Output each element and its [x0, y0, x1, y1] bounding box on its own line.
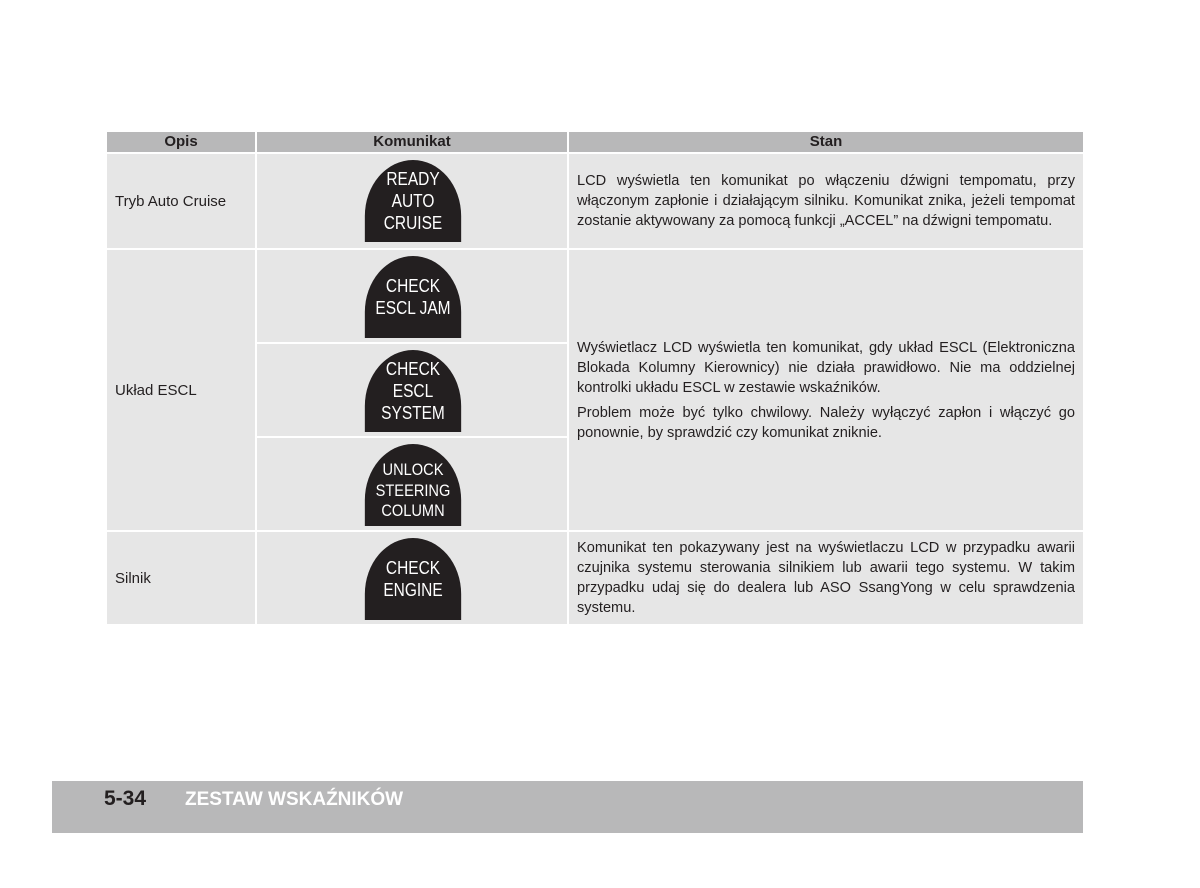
- message-line: CHECK: [385, 558, 441, 578]
- message-line: AUTO CRUISE: [383, 191, 443, 233]
- row-opis-auto-cruise: Tryb Auto Cruise: [107, 154, 255, 248]
- page-number: 5-34: [104, 787, 147, 810]
- message-line: COLUMN: [381, 501, 445, 521]
- message-line: ESCL JAM: [375, 298, 451, 318]
- column-header-stan: Stan: [569, 132, 1083, 152]
- row-opis-silnik: Silnik: [107, 532, 255, 624]
- stan-paragraph: Komunikat ten pokazywany jest na wyświetlaczu LCD w przypadku awarii czujnika systemu sterowania silnikiem lub awarii tego systemu. W takim przypadku udaj się do dealera lub ASO SsangYong w celu sprawdzenia systemu.: [577, 540, 1075, 616]
- row-opis-escl: Układ ESCL: [107, 250, 255, 530]
- message-line: CHECK: [385, 359, 441, 379]
- message-line: STEERING: [375, 480, 451, 500]
- row-stan-auto-cruise: [569, 154, 1083, 248]
- message-line: UNLOCK: [382, 460, 444, 480]
- message-line: ESCL SYSTEM: [381, 381, 445, 423]
- message-line: ENGINE: [383, 580, 443, 600]
- message-line: CHECK: [385, 276, 441, 296]
- stan-paragraph: LCD wyświetla ten komunikat po włączeniu dźwigni tempomatu, przy włączonym zapłonie i działającym silniku. Komunikat znika, jeżeli tempomat zostanie aktywowany za pomocą funkcji „ACCEL” na dźwigni tempomatu.: [577, 173, 1075, 229]
- section-title: ZESTAW WSKAŹNIKÓW: [185, 789, 404, 810]
- stan-paragraph: Problem może być tylko chwilowy. Należy wyłączyć zapłon i włączyć go ponownie, by sprawdzić czy komunikat zniknie.: [577, 404, 1075, 441]
- row-stan-silnik: [569, 532, 1083, 624]
- column-header-opis: Opis: [107, 132, 255, 152]
- row-stan-escl: [569, 250, 1083, 530]
- message-line: READY: [386, 169, 440, 189]
- stan-paragraph: Wyświetlacz LCD wyświetla ten komunikat, gdy układ ESCL (Elektroniczna Blokada Kolumny Kierownicy) nie działa prawidłowo. Nie ma oddzielnej kontrolki układu ESCL w zestawie wskaźników.: [577, 339, 1075, 396]
- column-header-komunikat: Komunikat: [257, 132, 567, 152]
- page-footer: [52, 781, 1083, 833]
